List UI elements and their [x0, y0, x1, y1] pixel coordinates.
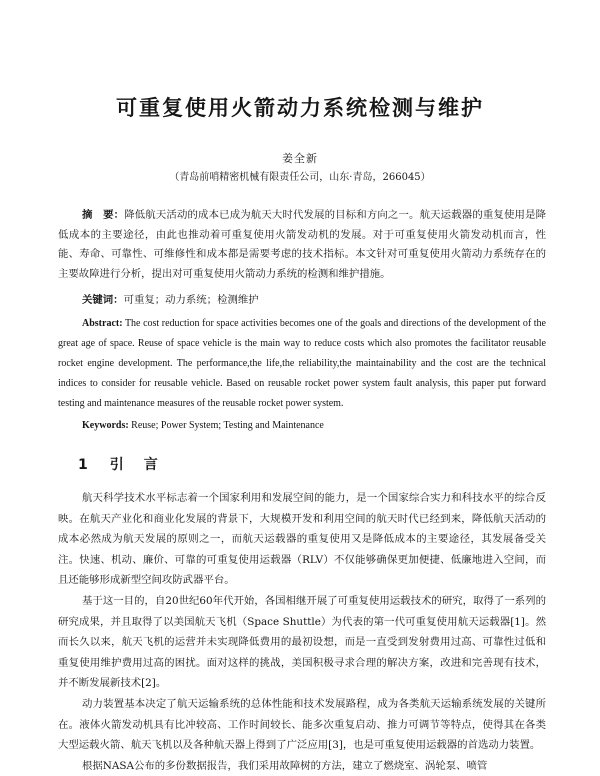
- body-paragraph-4: 根据NASA公布的多份数据报告，我们采用故障树的方法，建立了燃烧室、涡轮泵、喷管: [82, 759, 488, 772]
- author-affiliation: （青岛前哨精密机械有限责任公司，山东·青岛，266045）: [169, 172, 431, 183]
- author-name: 姜全新: [282, 152, 318, 165]
- keywords-english: [82, 416, 546, 436]
- paper-title: 可重复使用火箭动力系统检测与维护: [116, 96, 484, 120]
- section-number: 1: [78, 457, 88, 473]
- abstract-english: [58, 314, 546, 414]
- abstract-chinese: [58, 206, 546, 284]
- abstract-cn-text: 降低航天活动的成本已成为航天大时代发展的目标和方向之一。航天运载器的重复使用是降低成本的主要途径，由此也推动着可重复使用火箭发动机的发展。对于可重复使用火箭发动机而言，性能、寿命、可靠性、可维修性和成本都是需要考虑的技术指标。本文针对可重复使用火箭动力系统存在的主要故障进行分析，提出对可重复使用火箭动力系统的检测和维护措施。: [58, 209, 547, 280]
- keywords-cn-label: 关键词：: [82, 294, 124, 306]
- keywords-cn-text: 可重复；动力系统；检测维护: [123, 294, 259, 306]
- abstract-cn-label: 摘 要：: [82, 209, 125, 221]
- body-paragraph-1: 航天科学技术水平标志着一个国家利用和发展空间的能力，是一个国家综合实力和科技水平的综合反映。在航天产业化和商业化发展的背景下，大规模开发和利用空间的航天时代已经到来，降低航天活动的成本必然成为航天发展的原则之一，而航天运载器的重复使用又是降低成本的主要途径，其发展备受关注。快速、机动、廉价、可靠的可重复使用运载器（RLV）不仅能够确保更加便捷、低廉地进入空间，而且还能够形成新型空间攻防武器平台。: [58, 492, 546, 587]
- keywords-en-text: Reuse; Power System; Testing and Maintenance: [128, 420, 324, 431]
- abstract-en-label: Abstract:: [82, 318, 123, 329]
- section-title: 引言: [109, 457, 178, 473]
- keywords-chinese: [82, 290, 546, 310]
- body-paragraph-2: 基于这一目的，自20世纪60年代开始，各国相继开展了可重复使用运载技术的研究，取得了一系列的研究成果，并且取得了以美国航天飞机（Space Shuttle）为代表的第一代可重复使用航天运载器[1]。然而长久以来，航天飞机的运营并未实现降低费用的最初设想，而是一直受到发射费用过高、可靠性过低和重复使用维护费用过高的困扰。面对这样的挑战，美国积极寻求合理的解决方案，改进和完善现有技术，并不断发展新技术[2]。: [58, 594, 546, 690]
- abstract-en-text: The cost reduction for space activities becomes one of the goals and directions of the development of the great age of space. Reuse of space vehicle is the main way to reduce costs which also promotes the facilitator reusable rocket engine development. The performance,the life,the reliability,the maintainability and the cost are the technical indices to consider for reusable vehicle. Based on reusable rocket power system fault analysis, this paper put forward testing and maintenance measures of the reusable rocket power system.: [58, 318, 546, 409]
- body-paragraph-3: 动力装置基本决定了航天运输系统的总体性能和技术发展路程，成为各类航天运输系统发展的关键所在。液体火箭发动机具有比冲较高、工作时间较长、能多次重复启动、推力可调节等特点，使得其在各类大型运载火箭、航天飞机以及各种航天器上得到了广泛应用[3]，也是可重复使用运载器的首选动力装置。: [58, 697, 546, 752]
- body-text: [58, 488, 546, 776]
- keywords-en-label: Keywords:: [82, 420, 129, 431]
- section-heading-introduction: [78, 454, 178, 474]
